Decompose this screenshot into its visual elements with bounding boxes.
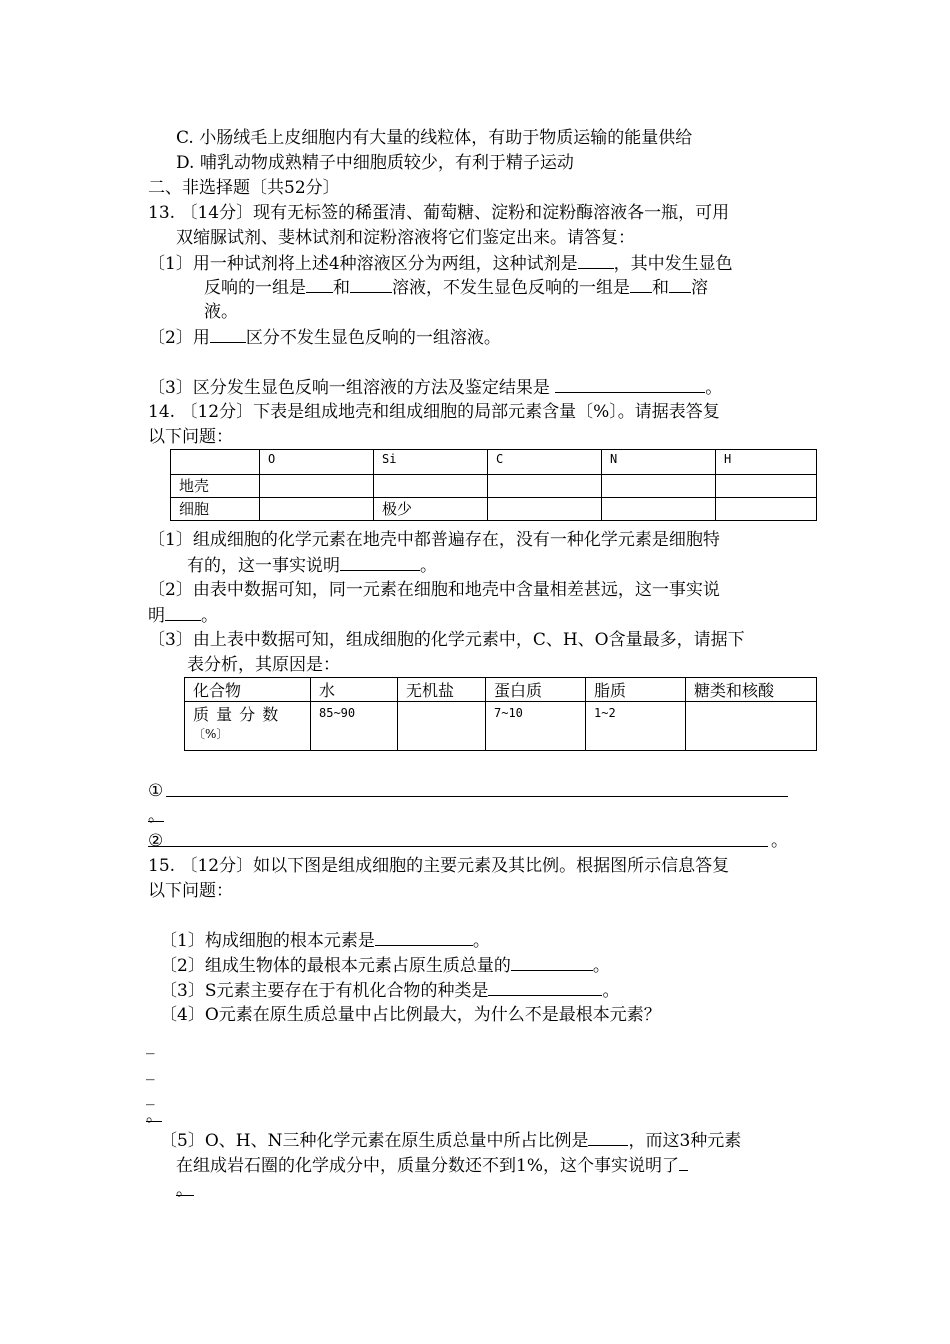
table-cell: 极少 (374, 498, 488, 521)
answer-blank[interactable] (669, 276, 691, 293)
table-cell (716, 498, 817, 521)
table-cell (602, 498, 716, 521)
table-cell (398, 702, 486, 751)
text: 。 (472, 931, 490, 951)
text: 〔3〕区分发生显色反响一组溶液的方法及鉴定结果是 (148, 378, 556, 398)
q15-part5-line2 (176, 1154, 688, 1177)
q15-part5-line1 (160, 1129, 741, 1152)
text: 。 (705, 378, 723, 398)
q13-part1-line3: 液。 (204, 302, 238, 322)
q15-part5-line3: 。 (176, 1180, 193, 1200)
table-row (171, 475, 817, 498)
option-c: C. 小肠绒毛上皮细胞内有大量的线粒体，有助于物质运输的能量供给 (176, 128, 693, 148)
text: 明 (148, 606, 165, 626)
table-cell (374, 475, 488, 498)
text: 和 (652, 278, 669, 298)
table-header-row (171, 450, 817, 475)
answer-blank[interactable] (511, 954, 593, 971)
q15-part2 (160, 954, 610, 977)
q14-part2-line2 (148, 604, 218, 627)
q13-part1-line1 (148, 252, 733, 275)
q14-part1-line1: 〔1〕组成细胞的化学元素在地壳中都普遍存在，没有一种化学元素是细胞特 (148, 530, 720, 550)
q13-part1-line2 (204, 276, 708, 299)
answer-blank[interactable] (306, 276, 333, 293)
text: 〔2〕用 (148, 328, 210, 348)
underline (176, 1195, 194, 1196)
table-cell: 水 (311, 678, 398, 702)
text: 。 (602, 981, 620, 1001)
table-cell: N (602, 450, 716, 475)
table-row (185, 702, 817, 751)
table-cell: Si (374, 450, 488, 475)
blank-line[interactable]: _ (146, 1086, 155, 1106)
table-cell (716, 475, 817, 498)
answer-2-label: ② (148, 831, 164, 851)
table-cell: 7~10 (486, 702, 586, 751)
answer-blank[interactable] (488, 979, 602, 996)
q14-part3-line1: 〔3〕由上表中数据可知，组成细胞的化学元素中，C、H、O含量最多，请据下 (148, 630, 745, 650)
text: ，而这3种元素 (628, 1131, 742, 1151)
table-cell: 地壳 (171, 475, 260, 498)
text: 〔1〕用一种试剂将上述4种溶液区分为两组，这种试剂是 (148, 254, 578, 274)
row-unit: 〔%〕 (193, 727, 229, 741)
text: 。 (420, 556, 437, 576)
table-cell: 细胞 (171, 498, 260, 521)
q13-stem-2: 双缩脲试剂、斐林试剂和淀粉溶液将它们鉴定出来。请答复： (176, 228, 635, 248)
q15-part1 (160, 929, 490, 952)
text: 〔5〕O、H、N三种化学元素在原生质总量中所占比例是 (160, 1131, 589, 1151)
table-cell (260, 498, 374, 521)
table-cell: 1~2 (586, 702, 686, 751)
table-cell: 糖类和核酸 (686, 678, 817, 702)
text: 有的，这一事实说明 (187, 556, 340, 576)
text: 溶 (691, 278, 708, 298)
q15-stem-2: 以下问题： (148, 881, 233, 901)
q15-part4: 〔4〕O元素在原生质总量中占比例最大，为什么不是最根本元素？ (160, 1005, 661, 1025)
answer-blank[interactable] (165, 604, 201, 621)
table-cell: H (716, 450, 817, 475)
row-label: 质 量 分 数 (193, 705, 280, 724)
table-cell: 化合物 (185, 678, 311, 702)
table-cell: 蛋白质 (486, 678, 586, 702)
table-cell (260, 475, 374, 498)
answer-blank[interactable] (375, 929, 473, 946)
answer-blank[interactable] (679, 1154, 688, 1171)
table-cell (488, 498, 602, 521)
q14-stem-1: 14. 〔12分〕下表是组成地壳和组成细胞的局部元素含量〔%〕。请据表答复 (148, 402, 720, 422)
q13-part3 (148, 376, 722, 399)
section-heading: 二、非选择题〔共52分〕 (148, 178, 340, 198)
table-cell (488, 475, 602, 498)
text: 和 (333, 278, 350, 298)
text: 。 (592, 956, 610, 976)
blank-line-end: 。 (146, 1106, 163, 1126)
answer-blank[interactable] (588, 1129, 628, 1146)
table-cell (686, 702, 817, 751)
text: 〔2〕组成生物体的最根本元素占原生质总量的 (160, 956, 511, 976)
table-cell: 无机盐 (398, 678, 486, 702)
underline (146, 1121, 162, 1122)
answer-blank[interactable] (340, 554, 420, 571)
answer-blank[interactable] (630, 276, 652, 293)
answer-blank[interactable] (555, 376, 705, 393)
q13-stem-1: 13. 〔14分〕现有无标签的稀蛋清、葡萄糖、淀粉和淀粉酶溶液各一瓶，可用 (148, 203, 730, 223)
blank-line[interactable]: _ (146, 1035, 155, 1055)
answer-1-end: 。 (148, 806, 165, 826)
underline (148, 821, 164, 822)
table-cell: C (488, 450, 602, 475)
q13-part2 (148, 326, 501, 349)
table-cell (185, 702, 311, 751)
q14-part3-line2: 表分析，其原因是： (187, 655, 340, 675)
answer-1-label: ① (148, 781, 164, 801)
text: 。 (201, 606, 218, 626)
option-d: D. 哺乳动物成熟精子中细胞质较少，有利于精子运动 (176, 153, 574, 173)
table-row (171, 498, 817, 521)
q14-stem-2: 以下问题： (148, 427, 233, 447)
element-content-table (170, 449, 817, 521)
table-cell: O (260, 450, 374, 475)
answer-blank[interactable] (210, 326, 246, 343)
text: 〔3〕S元素主要存在于有机化合物的种类是 (160, 981, 489, 1001)
table-cell: 85~90 (311, 702, 398, 751)
text: 区分不发生显色反响的一组溶液。 (245, 328, 501, 348)
text: 溶液，不发生显色反响的一组是 (392, 278, 630, 298)
answer-line-1[interactable] (166, 796, 788, 797)
answer-blank[interactable] (350, 276, 392, 293)
q14-part2-line1: 〔2〕由表中数据可知，同一元素在细胞和地壳中含量相差甚远，这一事实说 (148, 580, 720, 600)
compound-mass-table (184, 677, 817, 751)
text: 反响的一组是 (204, 278, 306, 298)
answer-2-end: 。 (771, 831, 788, 851)
text: 〔1〕构成细胞的根本元素是 (160, 931, 375, 951)
answer-line-2[interactable] (148, 846, 768, 847)
table-cell (602, 475, 716, 498)
blank-line[interactable]: _ (146, 1061, 155, 1081)
table-cell: 脂质 (586, 678, 686, 702)
table-cell (171, 450, 260, 475)
text: 在组成岩石圈的化学成分中，质量分数还不到1%，这个事实说明了 (176, 1156, 679, 1176)
q15-stem-1: 15. 〔12分〕如以下图是组成细胞的主要元素及其比例。根据图所示信息答复 (148, 856, 730, 876)
text: ，其中发生显色 (613, 254, 733, 274)
table-header-row (185, 678, 817, 702)
answer-blank[interactable] (578, 252, 614, 269)
q15-part3 (160, 979, 619, 1002)
q14-part1-line2 (187, 554, 437, 577)
